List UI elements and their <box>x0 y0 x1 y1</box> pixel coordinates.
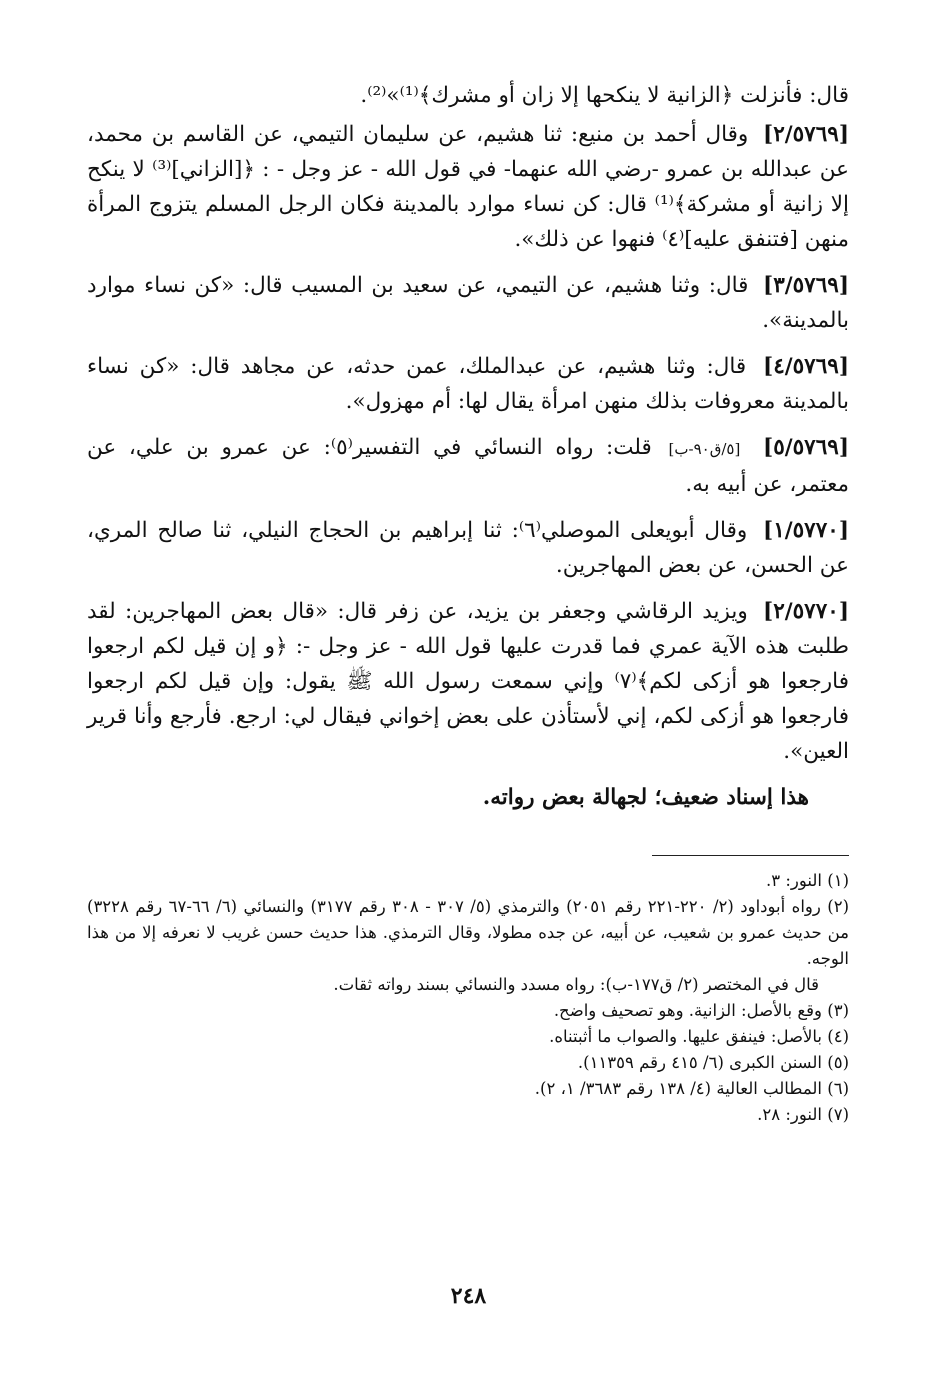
hadith-entry <box>87 268 849 338</box>
conclusion: هذا إسناد ضعيف؛ لجهالة بعض رواته. <box>482 785 809 810</box>
hadith-number: [٤/٥٧٦٩] <box>763 354 849 379</box>
footnote: (١) النور: ٣. <box>765 871 849 890</box>
manuscript-ref: [٥/ق٩٠-ب] <box>668 440 741 458</box>
footnote: (٧) النور: ٢٨. <box>757 1105 849 1124</box>
hadith-entry <box>87 349 849 419</box>
page-body <box>87 78 849 1128</box>
separator-line <box>652 855 849 856</box>
hadith-entry <box>87 117 849 257</box>
hadith-entry <box>87 513 849 583</box>
hadith-text: قال: وثنا هشيم، عن عبدالملك، عمن حدثه، عن مجاهد قال: «كن نساء بالمدينة معروفات بذلك منهن امرأة يقال لها: أم مهزول». <box>87 354 849 414</box>
footnote: (٦) المطالب العالية (٤/ ١٣٨ رقم ٣٦٨٣/ ١، ٢). <box>534 1079 849 1098</box>
hadith-text: قلت: رواه النسائي في التفسير⁽٥⁾: عن عمرو بن علي، عن معتمر، عن أبيه به. <box>87 435 849 497</box>
hadith-number: [١/٥٧٧٠] <box>763 518 850 543</box>
main-text <box>87 78 849 815</box>
footnote: (٣) وقع بالأصل: الزانية. وهو تصحيف واضح. <box>553 1001 849 1020</box>
hadith-entry <box>87 430 849 502</box>
hadith-number: [٢/٥٧٦٩] <box>763 122 849 147</box>
page-number: ٢٤٨ <box>450 1283 487 1309</box>
hadith-text: ويزيد الرقاشي وجعفر بن يزيد، عن زفر قال: «قال بعض المهاجرين: لقد طلبت هذه الآية عمري فما قدرت عليها قول الله - عز وجل -: ﴿و إن قيل لكم ارجعوا فارجعوا هو أزكى لكم﴾⁽٧⁾ وإني سمعت رسول الله ﷺ يقول: وإن قيل لكم ارجعوا فارجعوا هو أزكى لكم، إني لأستأذن على بعض إخواني فيقال لي: ارجع. فأرجع وأنا قرير العين». <box>87 599 849 764</box>
hadith-number: [٣/٥٧٦٩] <box>763 273 849 298</box>
footnote-separator <box>87 855 849 856</box>
hadith-number: [٥/٥٧٦٩] <box>763 435 849 460</box>
footnote: (٥) السنن الكبرى (٦/ ٤١٥ رقم ١١٣٥٩). <box>577 1053 849 1072</box>
footnote: (٤) بالأصل: فينفق عليها. والصواب ما أثبتناه. <box>549 1027 849 1046</box>
footnote: (٢) رواه أبوداود (٢/ ٢٢٠-٢٢١ رقم ٢٠٥١) والترمذي (٥/ ٣٠٧ - ٣٠٨ رقم ٣١٧٧) والنسائي (٦/ ٦٦-٦٧ رقم ٣٢٢٨) من حديث عمرو بن شعيب، عن أبيه، عن جده مطولا، وقال الترمذي. هذا حديث حسن غريب لا نعرفه إلا من هذا الوجه. <box>87 897 850 968</box>
hadith-text: وقال أحمد بن منيع: ثنا هشيم، عن سليمان التيمي، عن القاسم بن محمد، عن عبدالله بن عمرو -رضي الله عنهما- في قول الله - عز وجل - : ﴿[الزاني]⁽³⁾ لا ينكح إلا زانية أو مشركة﴾⁽¹⁾ قال: كن نساء موارد بالمدينة فكان الرجل المسلم يتزوج المرأة منهن [فتنفق عليه]⁽٤⁾ فنهوا عن ذلك». <box>87 122 850 252</box>
hadith-continuation <box>87 78 849 113</box>
hadith-text: قال: وثنا هشيم، عن التيمي، عن سعيد بن المسيب قال: «كن نساء موارد بالمدينة». <box>87 273 849 333</box>
hadith-text: قال: فأنزلت ﴿الزانية لا ينكحها إلا زان أو مشرك﴾⁽¹⁾»⁽²⁾. <box>360 83 849 108</box>
footnote-continuation: قال في المختصر (٢/ ق١٧٧-ب): رواه مسدد والنسائي بسند رواته ثقات. <box>333 975 819 994</box>
footnotes <box>87 868 849 1128</box>
hadith-entry <box>87 594 849 769</box>
hadith-text: وقال أبويعلى الموصلي⁽٦⁾: ثنا إبراهيم بن الحجاج النيلي، ثنا صالح المري، عن الحسن، عن بعض المهاجرين. <box>87 518 849 578</box>
hadith-number: [٢/٥٧٧٠] <box>763 599 849 624</box>
